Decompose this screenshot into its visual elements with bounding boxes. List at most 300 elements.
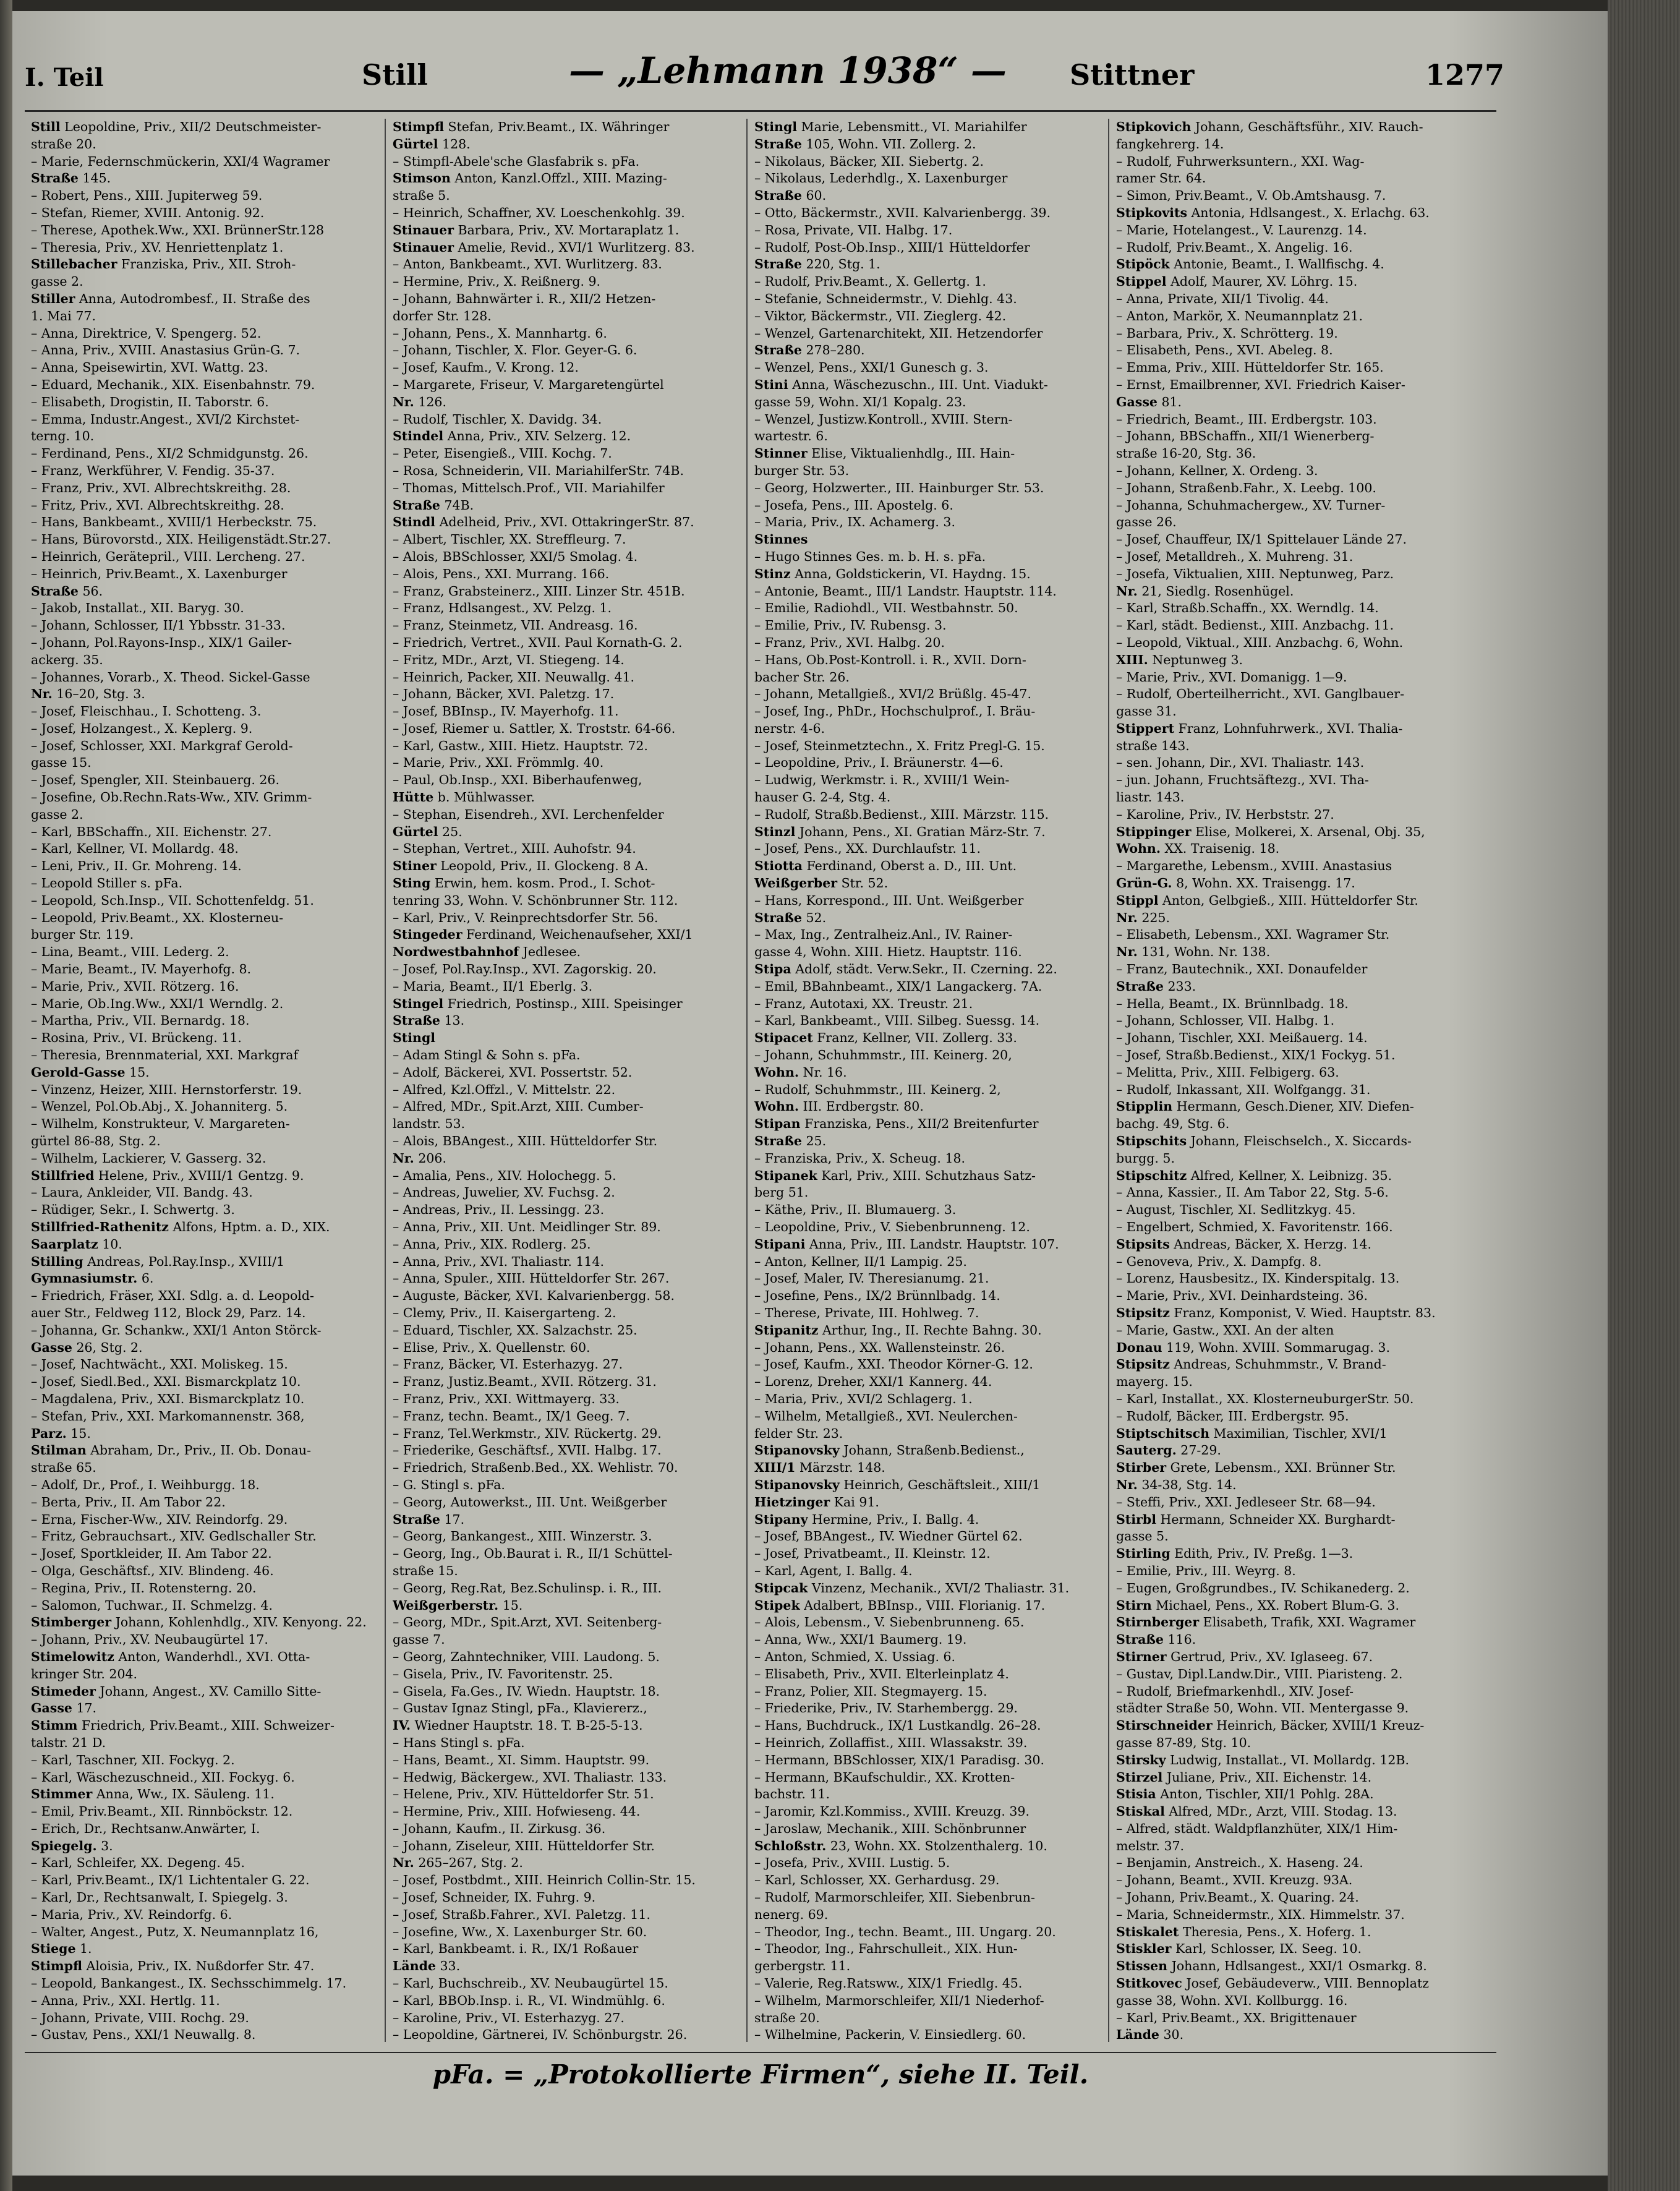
directory-entry: – Josefine, Ob.Rechn.Rats-Ww., XIV. Grimm- (31, 790, 312, 805)
directory-entry: Wohn. XX. Traisenig. 18. (1116, 841, 1280, 856)
directory-entry: – Rudolf, Bäcker, III. Erdbergstr. 95. (1116, 1408, 1349, 1424)
directory-entry: – Johann, Private, VIII. Rochg. 29. (31, 2010, 249, 2025)
directory-entry: – Josefine, Pens., IX/2 Brünnlbadg. 14. (754, 1288, 1000, 1304)
directory-entry: – Fritz, Priv., XVI. Albrechtskreithg. 28. (31, 497, 284, 513)
directory-entry: Straße 233. (1116, 978, 1196, 994)
directory-entry: – Leopold, Viktual., XIII. Anzbachg. 6, Wohn. (1116, 634, 1404, 650)
directory-entry: – Josef, Pol.Ray.Insp., XVI. Zagorskig. 20. (393, 962, 657, 977)
directory-entry: Wohn. III. Erdbergstr. 80. (754, 1099, 924, 1114)
directory-entry: – Vinzenz, Heizer, XIII. Hernstorferstr. 19. (31, 1082, 302, 1097)
directory-entry: – Josef, Spengler, XII. Steinbauerg. 26. (31, 772, 279, 788)
directory-entry: – Leopold Stiller s. pFa. (31, 876, 183, 891)
directory-entry: – Anton, Markör, X. Neumannplatz 21. (1116, 308, 1363, 323)
directory-entry: – Maria, Priv., XV. Reindorfg. 6. (31, 1907, 232, 1922)
directory-entry: – Heinrich, Priv.Beamt., X. Laxenburger (31, 566, 288, 581)
directory-entry: – Anna, Priv., XVI. Thaliastr. 114. (393, 1254, 605, 1269)
directory-entry: – Karl, städt. Bedienst., XIII. Anzbachg. 11. (1116, 618, 1394, 633)
directory-entry: – Josef, Riemer u. Sattler, X. Troststr. 64-66. (393, 720, 676, 736)
directory-entry: – Anna, Priv., XXI. Hertlg. 11. (31, 1992, 220, 2008)
directory-entry: – Berta, Priv., II. Am Tabor 22. (31, 1494, 226, 1510)
directory-entry: – Theresia, Brennmaterial, XXI. Markgraf (31, 1048, 299, 1063)
directory-entry: bacher Str. 26. (754, 669, 850, 685)
directory-entry: – Ernst, Emailbrenner, XVI. Friedrich Kaiser- (1116, 377, 1405, 392)
directory-entry: – Hermann, BKaufschuldir., XX. Krotten- (754, 1769, 1015, 1785)
directory-entry: – Johann, Kaufm., II. Zirkusg. 36. (393, 1821, 606, 1836)
directory-entry: – Rudolf, Briefmarkenhdl., XIV. Josef- (1116, 1683, 1354, 1699)
directory-entry: burger Str. 53. (754, 463, 850, 478)
directory-entry: – Adolf, Dr., Prof., I. Weihburgg. 18. (31, 1477, 260, 1492)
directory-entry: – Anna, Speisewirtin, XVI. Wattg. 23. (31, 360, 268, 375)
directory-entry: wartestr. 6. (754, 429, 828, 444)
directory-entry: – Johann, Pens., XX. Wallensteinstr. 26. (754, 1339, 1005, 1355)
directory-entry: – Rudolf, Fuhrwerksuntern., XXI. Wag- (1116, 153, 1365, 169)
directory-entry: – Josef, Chauffeur, IX/1 Spittelauer Lände 27. (1116, 532, 1407, 547)
directory-entry: – Johanna, Schuhmachergew., XV. Turner- (1116, 497, 1386, 513)
directory-entry: Stingl (393, 1030, 436, 1046)
directory-entry: – Leopold, Sch.Insp., VII. Schottenfeldg. 51. (31, 892, 314, 908)
directory-entry: Stipany Hermine, Priv., I. Ballg. 4. (754, 1511, 979, 1527)
directory-entry: Stipplin Hermann, Gesch.Diener, XIV. Diefen- (1116, 1099, 1414, 1114)
directory-entry: Lände 30. (1116, 2027, 1184, 2042)
directory-entry: Stirnberger Elisabeth, Trafik, XXI. Wagramer (1116, 1615, 1416, 1630)
directory-entry: – Friedrich, Beamt., III. Erdbergstr. 103. (1116, 411, 1377, 427)
column-divider (385, 119, 386, 2042)
directory-entry: – Johann, Schuhmmstr., III. Keinerg. 20, (754, 1048, 1012, 1063)
directory-entry: – Josefa, Viktualien, XIII. Neptunweg, Parz. (1116, 566, 1394, 581)
directory-entry: Stirzel Juliane, Priv., XII. Eichenstr. 14. (1116, 1769, 1372, 1785)
directory-entry: – Johann, Pens., X. Mannhartg. 6. (393, 325, 607, 341)
directory-entry: gasse 5. (1116, 1529, 1169, 1544)
directory-entry: – Gustav Ignaz Stingl, pFa., Klaviererz., (393, 1701, 647, 1716)
directory-entry: – Martha, Priv., VII. Bernardg. 18. (31, 1013, 250, 1028)
directory-entry: mayerg. 15. (1116, 1374, 1193, 1390)
directory-entry: Saarplatz 10. (31, 1236, 122, 1252)
directory-entry: – Marie, Priv., XVI. Domanigg. 1—9. (1116, 669, 1347, 685)
directory-entry: Nr. 225. (1116, 910, 1170, 925)
directory-entry: – Georg, Autowerkst., III. Unt. Weißgerber (393, 1494, 667, 1510)
directory-entry: Stillfried-Rathenitz Alfons, Hptm. a. D., XIX. (31, 1219, 330, 1234)
directory-entry: – Franz, Bäcker, VI. Esterhazyg. 27. (393, 1357, 623, 1372)
directory-entry: – Karl, Agent, I. Ballg. 4. (754, 1563, 913, 1578)
directory-entry: – Karl, Priv.Beamt., IX/1 Lichtentaler G. 22. (31, 1873, 310, 1888)
directory-entry: nerstr. 4-6. (754, 720, 825, 736)
directory-entry: – Magdalena, Priv., XXI. Bismarckplatz 10. (31, 1391, 305, 1406)
directory-entry: – Rudolf, Inkassant, XII. Wolfgangg. 31. (1116, 1082, 1371, 1097)
directory-entry: – Friedrich, Fräser, XXI. Sdlg. a. d. Leopold- (31, 1288, 314, 1304)
directory-entry: Stipkovits Antonia, Hdlsangest., X. Erlachg. 63. (1116, 205, 1430, 220)
directory-entry: – Melitta, Priv., XIII. Felbigerg. 63. (1116, 1064, 1339, 1080)
directory-entry: Stirschneider Heinrich, Bäcker, XVIII/1 Kreuz- (1116, 1718, 1425, 1733)
directory-entry: – Johann, Bahnwärter i. R., XII/2 Hetzen- (393, 291, 656, 306)
directory-entry: – Georg, Holzwerter., III. Hainburger Str. 53. (754, 480, 1044, 495)
directory-entry: städter Straße 50, Wohn. VII. Mentergasse 9. (1116, 1701, 1409, 1716)
directory-entry: Stipek Adalbert, BBInsp., VIII. Florianig. 17. (754, 1597, 1046, 1613)
directory-entry: – Georg, Bankangest., XIII. Winzerstr. 3. (393, 1529, 652, 1544)
directory-entry: – Adolf, Bäckerei, XVI. Possertstr. 52. (393, 1064, 633, 1080)
directory-entry: straße 5. (393, 188, 450, 203)
directory-entry: – Rudolf, Schuhmmstr., III. Keinerg. 2, (754, 1082, 1001, 1097)
directory-entry: gasse 38, Wohn. XVI. Kollburgg. 16. (1116, 1992, 1348, 2008)
directory-entry: – Karl, Priv., V. Reinprechtsdorfer Str. 56. (393, 910, 659, 925)
directory-entry: Stinnes (754, 532, 808, 547)
directory-entry: – Rüdiger, Sekr., I. Schwertg. 3. (31, 1202, 235, 1218)
directory-entry: Stiskler Karl, Schlosser, IX. Seeg. 10. (1116, 1941, 1362, 1957)
directory-entry: – Maria, Beamt., II/1 Eberlg. 3. (393, 978, 593, 994)
directory-entry: – Barbara, Priv., X. Schrötterg. 19. (1116, 325, 1338, 341)
directory-entry: – Engelbert, Schmied, X. Favoritenstr. 166. (1116, 1219, 1393, 1234)
column-3 (754, 119, 1101, 2042)
directory-entry: – Franz, Bautechnik., XXI. Donaufelder (1116, 962, 1368, 977)
directory-entry: – Franz, Grabsteinerz., XIII. Linzer Str. 451B. (393, 583, 685, 599)
directory-entry: – Josef, Holzangest., X. Keplerg. 9. (31, 720, 253, 736)
directory-entry: – Josef, Nachtwächt., XXI. Moliskeg. 15. (31, 1357, 288, 1372)
directory-entry: – Heinrich, Zollaffist., XIII. Wlassakstr. 39. (754, 1735, 1028, 1750)
directory-entry: Stiptschitsch Maximilian, Tischler, XVI/1 (1116, 1425, 1388, 1441)
directory-entry: melstr. 37. (1116, 1838, 1185, 1853)
directory-entry: – Karl, Taschner, XII. Fockyg. 2. (31, 1752, 235, 1767)
directory-entry: – Anton, Kellner, II/1 Lampig. 25. (754, 1254, 967, 1269)
directory-entry: – Karl, Installat., XX. KlosterneuburgerStr. 50. (1116, 1391, 1414, 1406)
header-rule (25, 110, 1496, 112)
directory-entry: – Marie, Priv., XVII. Rötzerg. 16. (31, 978, 239, 994)
page-header (25, 49, 1505, 105)
directory-entry: – Karoline, Priv., IV. Herbststr. 27. (1116, 806, 1334, 822)
directory-entry: Stini Anna, Wäschezuschn., III. Unt. Viadukt- (754, 377, 1048, 392)
directory-entry: – Josef, Metalldreh., X. Muhreng. 31. (1116, 549, 1354, 564)
directory-entry: Stipacet Franz, Kellner, VII. Zollerg. 33. (754, 1030, 1017, 1046)
directory-entry: – Josef, Postbdmt., XIII. Heinrich Collin-Str. 15. (393, 1873, 696, 1888)
directory-entry: – Hermann, BBSchlosser, XIX/1 Paradisg. 30. (754, 1752, 1045, 1767)
directory-entry: Nr. 16–20, Stg. 3. (31, 686, 145, 702)
directory-entry: kringer Str. 204. (31, 1666, 138, 1681)
directory-entry: – Karl, Schleifer, XX. Degeng. 45. (31, 1855, 245, 1871)
directory-entry: Stillebacher Franziska, Priv., XII. Stroh- (31, 257, 296, 272)
directory-entry: terng. 10. (31, 429, 95, 444)
directory-entry: – August, Tischler, XI. Sedlitzkyg. 45. (1116, 1202, 1356, 1218)
directory-entry: Stindel Anna, Priv., XIV. Selzerg. 12. (393, 429, 631, 444)
directory-entry: – Hans, Buchdruck., IX/1 Lustkandlg. 26–28. (754, 1718, 1041, 1733)
directory-entry: 1. Mai 77. (31, 308, 96, 323)
directory-entry: – Ferdinand, Pens., XI/2 Schmidgunstg. 26. (31, 446, 309, 461)
directory-entry: Straße 220, Stg. 1. (754, 257, 881, 272)
directory-entry: – Josef, BBInsp., IV. Mayerhofg. 11. (393, 704, 619, 719)
directory-entry: – Elisabeth, Priv., XVII. Elterleinplatz 4. (754, 1666, 1009, 1681)
directory-entry: – Anna, Direktrice, V. Spengerg. 52. (31, 325, 262, 341)
directory-entry: Straße 13. (393, 1013, 465, 1028)
directory-entry: – Theodor, Ing., techn. Beamt., III. Ungarg. 20. (754, 1924, 1056, 1939)
directory-entry: – Lorenz, Hausbesitz., IX. Kinderspitalg. 13. (1116, 1271, 1400, 1286)
directory-entry: Gasse 17. (31, 1701, 97, 1716)
directory-entry: – Johann, Beamt., XVII. Kreuzg. 93A. (1116, 1873, 1353, 1888)
directory-entry: – Anton, Bankbeamt., XVI. Wurlitzerg. 83. (393, 257, 662, 272)
directory-entry: – Amalia, Pens., XIV. Holochegg. 5. (393, 1168, 616, 1183)
directory-entry: Stipanek Karl, Priv., XIII. Schutzhaus Satz- (754, 1168, 1036, 1183)
directory-entry: – Wenzel, Pens., XXI/1 Gunesch g. 3. (754, 360, 989, 375)
directory-entry: Stipsits Andreas, Bäcker, X. Herzg. 14. (1116, 1236, 1371, 1252)
directory-entry: – Franz, Priv., XVI. Halbg. 20. (754, 634, 945, 650)
directory-entry: – Josef, Siedl.Bed., XXI. Bismarckplatz 10. (31, 1374, 301, 1390)
directory-entry: – Stephan, Eisendreh., XVI. Lerchenfelder (393, 806, 664, 822)
directory-entry: Stipschits Johann, Fleischselch., X. Siccards- (1116, 1134, 1412, 1149)
directory-entry: – sen. Johann, Dir., XVI. Thaliastr. 143. (1116, 755, 1365, 771)
directory-entry: Lände 33. (393, 1958, 461, 1974)
directory-entry: – Georg, Ing., Ob.Baurat i. R., II/1 Schüttel- (393, 1546, 673, 1561)
directory-entry: – Genoveva, Priv., X. Dampfg. 8. (1116, 1254, 1322, 1269)
directory-entry: Straße 56. (31, 583, 103, 599)
directory-entry: Gasse 26, Stg. 2. (31, 1339, 143, 1355)
directory-entry: – Johann, Tischler, XXI. Meißauerg. 14. (1116, 1030, 1368, 1046)
directory-entry: – Andreas, Priv., II. Lessingg. 23. (393, 1202, 605, 1218)
column-divider (1108, 119, 1109, 2042)
directory-entry: Straße 25. (754, 1134, 827, 1149)
directory-entry: Stippl Anton, Gelbgieß., XIII. Hütteldorfer Str. (1116, 892, 1418, 908)
directory-entry: – Ludwig, Werkmstr. i. R., XVIII/1 Wein- (754, 772, 1010, 788)
directory-entry: – Clemy, Priv., II. Kaisergarteng. 2. (393, 1305, 616, 1320)
directory-entry: – Wilhelm, Metallgieß., XVI. Neulerchen- (754, 1408, 1018, 1424)
directory-entry: – Anna, Private, XII/1 Tivolig. 44. (1116, 291, 1329, 306)
directory-entry: Stimberger Johann, Kohlenhdlg., XIV. Kenyong. 22. (31, 1615, 367, 1630)
directory-entry: – Elisabeth, Pens., XVI. Abeleg. 8. (1116, 343, 1333, 358)
directory-entry: – Max, Ing., Zentralheiz.Anl., IV. Rainer- (754, 927, 1013, 942)
directory-entry: straße 143. (1116, 738, 1190, 753)
directory-entry: – Rosa, Schneiderin, VII. MariahilferStr. 74B. (393, 463, 684, 478)
directory-entry: – Fritz, Gebrauchsart., XIV. Gedlschaller Str. (31, 1529, 317, 1544)
directory-entry: Stingeder Ferdinand, Weichenaufseher, XXI/1 (393, 927, 693, 942)
directory-entry: – Josef, Maler, IV. Theresianumg. 21. (754, 1271, 989, 1286)
directory-entry: – Anna, Spuler., XIII. Hütteldorfer Str. 267. (393, 1271, 670, 1286)
directory-entry: – Georg, Zahntechniker, VIII. Laudong. 5. (393, 1649, 660, 1664)
directory-entry: burgg. 5. (1116, 1150, 1175, 1166)
directory-entry: – Albert, Tischler, XX. Streffleurg. 7. (393, 532, 626, 547)
directory-entry: – Rudolf, Straßb.Bedienst., XIII. Märzstr. 115. (754, 806, 1049, 822)
directory-entry: Donau 119, Wohn. XVIII. Sommarugag. 3. (1116, 1339, 1390, 1355)
footnote: pFa. = „Protokollierte Firmen“, siehe II. Teil. (432, 2059, 1089, 2090)
directory-entry: – Rudolf, Post-Ob.Insp., XIII/1 Hütteldorfer (754, 239, 1030, 255)
directory-entry: – Franz, Autotaxi, XX. Treustr. 21. (754, 996, 973, 1011)
directory-entry: Schloßstr. 23, Wohn. XX. Stolzenthalerg. 10. (754, 1838, 1047, 1853)
directory-entry: – Karl, Priv.Beamt., XX. Brigittenauer (1116, 2010, 1357, 2025)
directory-entry: – Emil, BBahnbeamt., XIX/1 Langackerg. 7A. (754, 978, 1043, 994)
directory-entry: – Elisabeth, Lebensm., XXI. Wagramer Str. (1116, 927, 1390, 942)
directory-entry: – Margarethe, Lebensm., XVIII. Anastasius (1116, 858, 1392, 874)
directory-entry: Stingl Marie, Lebensmitt., VI. Mariahilfer (754, 119, 1027, 134)
directory-entry: berg 51. (754, 1185, 809, 1200)
directory-entry: Stimmer Anna, Ww., IX. Säuleng. 11. (31, 1787, 275, 1802)
directory-title: — „Lehmann 1938“ — (569, 49, 1007, 92)
directory-entry: Stipöck Antonie, Beamt., I. Wallfischg. 4. (1116, 257, 1384, 272)
directory-entry: – Alois, BBSchlosser, XXI/5 Smolag. 4. (393, 549, 638, 564)
directory-entry: – Leopold, Priv.Beamt., XX. Klosterneu- (31, 910, 284, 925)
directory-entry: – Theodor, Ing., Fahrschulleit., XIX. Hun- (754, 1941, 1018, 1957)
directory-entry: Wohn. Nr. 16. (754, 1064, 847, 1080)
directory-entry: – Franz, Steinmetz, VII. Andreasg. 16. (393, 618, 638, 633)
directory-entry: gerbergstr. 11. (754, 1958, 851, 1974)
directory-entry: Straße 17. (393, 1511, 465, 1527)
directory-entry: Stissen Johann, Hdlsangest., XXI/1 Osmarkg. 8. (1116, 1958, 1427, 1974)
directory-entry: Stimelowitz Anton, Wanderhdl., XVI. Otta- (31, 1649, 310, 1664)
directory-entry: – Hedwig, Bäckergew., XVI. Thaliastr. 133. (393, 1769, 667, 1785)
directory-entry: felder Str. 23. (754, 1425, 843, 1441)
directory-entry: Weißgerber Str. 52. (754, 876, 889, 891)
page-number: 1277 (1425, 58, 1505, 92)
directory-entry: – Georg, Reg.Rat, Bez.Schulinsp. i. R., III. (393, 1580, 662, 1595)
directory-entry: bachg. 49, Stg. 6. (1116, 1116, 1230, 1132)
directory-entry: – Friedrich, Straßenb.Bed., XX. Wehlistr. 70. (393, 1460, 678, 1476)
directory-entry: ramer Str. 64. (1116, 171, 1206, 186)
directory-entry: – Marie, Federnschmückerin, XXI/4 Wagramer (31, 153, 330, 169)
directory-entry: Nordwestbahnhof Jedlesee. (393, 944, 581, 960)
directory-entry: Gürtel 25. (393, 824, 463, 839)
directory-entry: straße 15. (393, 1563, 458, 1578)
directory-entry: – Josef, Fleischhau., I. Schotteng. 3. (31, 704, 262, 719)
directory-entry: Stinzl Johann, Pens., XI. Gratian März-Str. 7. (754, 824, 1046, 839)
directory-entry: – Rosina, Priv., VI. Brückeng. 11. (31, 1030, 242, 1046)
directory-entry: straße 20. (31, 136, 96, 152)
directory-entry: ackerg. 35. (31, 652, 103, 667)
directory-entry: – Karl, BBOb.Insp. i. R., VI. Windmühlg. 6. (393, 1992, 665, 2008)
directory-entry: – Nikolaus, Bäcker, XII. Siebertg. 2. (754, 153, 984, 169)
directory-entry: – Maria, Priv., XVI/2 Schlagerg. 1. (754, 1391, 973, 1406)
directory-entry: – Franz, Hdlsangest., XV. Pelzg. 1. (393, 600, 612, 616)
directory-entry: – Stefan, Priv., XXI. Markomannenstr. 368, (31, 1408, 305, 1424)
directory-entry: – Eduard, Tischler, XX. Salzachstr. 25. (393, 1322, 637, 1338)
directory-entry: – Nikolaus, Lederhdlg., X. Laxenburger (754, 171, 1008, 186)
directory-entry: – Karl, Dr., Rechtsanwalt, I. Spiegelg. 3. (31, 1890, 288, 1905)
directory-entry: Stipa Adolf, städt. Verw.Sekr., II. Czerning. 22. (754, 962, 1057, 977)
column-2 (393, 119, 739, 2042)
directory-entry: – Laura, Ankleider, VII. Bandg. 43. (31, 1185, 253, 1200)
directory-entry: – Franz, Priv., XXI. Wittmayerg. 33. (393, 1391, 620, 1406)
directory-entry: – Marie, Priv., XXI. Frömmlg. 40. (393, 755, 604, 771)
directory-entry: – Emma, Industr.Angest., XVI/2 Kirchstet- (31, 411, 300, 427)
directory-entry: Hütte b. Mühlwasser. (393, 790, 535, 805)
directory-entry: Straße 105, Wohn. VII. Zollerg. 2. (754, 136, 976, 152)
directory-entry: – Friedrich, Vertret., XVII. Paul Kornath-G. 2. (393, 634, 683, 650)
directory-entry: Stipan Franziska, Pens., XII/2 Breitenfurter (754, 1116, 1039, 1132)
directory-entry: – Johannes, Vorarb., X. Theod. Sickel-Gasse (31, 669, 310, 685)
directory-entry: Stipschitz Alfred, Kellner, X. Leibnizg. 35. (1116, 1168, 1392, 1183)
directory-entry: – Robert, Pens., XIII. Jupiterweg 59. (31, 188, 263, 203)
directory-entry: – Gustav, Dipl.Landw.Dir., VIII. Piaristeng. 2. (1116, 1666, 1403, 1681)
directory-entry: – Wenzel, Pol.Ob.Abj., X. Johanniterg. 5. (31, 1099, 288, 1114)
directory-entry: – Margarete, Friseur, V. Margaretengürtel (393, 377, 664, 392)
directory-entry: – Karl, Kellner, VI. Mollardg. 48. (31, 841, 239, 856)
directory-entry: landstr. 53. (393, 1116, 466, 1132)
directory-entry: Stinz Anna, Goldstickerin, VI. Haydng. 15. (754, 566, 1031, 581)
directory-entry: – Josef, Ing., PhDr., Hochschulprof., I. Bräu- (754, 704, 1036, 719)
directory-entry: – Johanna, Gr. Schankw., XXI/1 Anton Störck- (31, 1322, 322, 1338)
directory-entry: – Gustav, Pens., XXI/1 Neuwallg. 8. (31, 2027, 256, 2042)
directory-entry: – Peter, Eisengieß., VIII. Kochg. 7. (393, 446, 612, 461)
directory-entry: – Eugen, Großgrundbes., IV. Schikanederg. 2. (1116, 1580, 1410, 1595)
directory-entry: – Paul, Ob.Insp., XXI. Biberhaufenweg, (393, 772, 642, 788)
directory-entry: – Gisela, Fa.Ges., IV. Wiedn. Hauptstr. 18. (393, 1683, 660, 1699)
directory-entry: nenerg. 69. (754, 1907, 829, 1922)
directory-entry: – Franz, techn. Beamt., IX/1 Geeg. 7. (393, 1408, 630, 1424)
directory-entry: Stinner Elise, Viktualienhdlg., III. Hain- (754, 446, 1015, 461)
directory-entry: – Maria, Priv., IX. Achamerg. 3. (754, 515, 955, 530)
directory-entry: – Marie, Ob.Ing.Ww., XXI/1 Werndlg. 2. (31, 996, 284, 1011)
directory-entry: – Rudolf, Oberteilherricht., XVI. Ganglbauer- (1116, 686, 1405, 702)
directory-entry: straße 20. (754, 2010, 820, 2025)
directory-entry: – Wenzel, Justizw.Kontroll., XVIII. Stern- (754, 411, 1013, 427)
directory-entry: – Franz, Justiz.Beamt., XVII. Rötzerg. 31. (393, 1374, 657, 1390)
directory-entry: – Johann, Straßenb.Fahr., X. Leebg. 100. (1116, 480, 1376, 495)
directory-entry: Stiller Anna, Autodrombesf., II. Straße des (31, 291, 310, 306)
book-spine (0, 0, 12, 2191)
directory-entry: – Maria, Schneidermstr., XIX. Himmelstr. 37. (1116, 1907, 1405, 1922)
directory-entry: Stilling Andreas, Pol.Ray.Insp., XVIII/1 (31, 1254, 285, 1269)
directory-entry: – Helene, Priv., XIV. Hütteldorfer Str. 51. (393, 1787, 654, 1802)
directory-entry: – Hermine, Priv., XIII. Hofwieseng. 44. (393, 1804, 641, 1819)
directory-entry: gürtel 86-88, Stg. 2. (31, 1134, 161, 1149)
directory-entry: hauser G. 2-4, Stg. 4. (754, 790, 891, 805)
directory-entry: – Fritz, MDr., Arzt, VI. Stiegeng. 14. (393, 652, 625, 667)
directory-entry: – Rudolf, Priv.Beamt., X. Angelig. 16. (1116, 239, 1353, 255)
directory-entry: Grün-G. 8, Wohn. XX. Traisengg. 17. (1116, 876, 1355, 891)
directory-entry: – Jaroslaw, Mechanik., XIII. Schönbrunner (754, 1821, 1026, 1836)
directory-entry: Nr. 126. (393, 394, 446, 409)
directory-entry: Parz. 15. (31, 1425, 91, 1441)
directory-entry: gasse 4, Wohn. XIII. Hietz. Hauptstr. 116. (754, 944, 1022, 960)
directory-entry: talstr. 21 D. (31, 1735, 106, 1750)
directory-entry: – Lorenz, Dreher, XXI/1 Kannerg. 44. (754, 1374, 992, 1390)
directory-entry: – Josefine, Ww., X. Laxenburger Str. 60. (393, 1924, 647, 1939)
directory-entry: straße 65. (31, 1460, 96, 1476)
directory-entry: – Emil, Priv.Beamt., XII. Rinnböckstr. 12. (31, 1804, 293, 1819)
directory-entry: Nr. 206. (393, 1150, 446, 1166)
directory-entry: – Gisela, Priv., IV. Favoritenstr. 25. (393, 1666, 613, 1681)
directory-entry: – Hermine, Priv., X. Reißnerg. 9. (393, 274, 601, 289)
directory-entry: Stirbl Hermann, Schneider XX. Burghardt- (1116, 1511, 1396, 1527)
directory-entry: – Johann, Metallgieß., XVI/2 Brüßlg. 45-47. (754, 686, 1031, 702)
directory-entry: dorfer Str. 128. (393, 308, 492, 323)
directory-entry: – Franz, Polier, XII. Stegmayerg. 15. (754, 1683, 987, 1699)
directory-entry: – Emma, Priv., XIII. Hütteldorfer Str. 165. (1116, 360, 1384, 375)
directory-entry: – Anna, Priv., XIX. Rodlerg. 25. (393, 1236, 591, 1252)
directory-entry: Gymnasiumstr. 6. (31, 1271, 154, 1286)
last-keyword: Stittner (1070, 58, 1195, 92)
directory-entry: Stiege 1. (31, 1941, 92, 1957)
directory-entry: Hietzinger Kai 91. (754, 1494, 879, 1510)
directory-entry: – jun. Johann, Fruchtsäftezg., XVI. Tha- (1116, 772, 1369, 788)
directory-entry: – Karl, Bankbeamt. i. R., IX/1 Roßauer (393, 1941, 639, 1957)
directory-entry: – Wilhelm, Konstrukteur, V. Margareten- (31, 1116, 290, 1132)
directory-entry: Stirsky Ludwig, Installat., VI. Mollardg. 12B. (1116, 1752, 1409, 1767)
directory-entry: – G. Stingl s. pFa. (393, 1477, 505, 1492)
first-keyword: Still (362, 58, 428, 92)
directory-entry: – Jaromir, Kzl.Kommiss., XVIII. Kreuzg. 39. (754, 1804, 1030, 1819)
volume-part-label: I. Teil (25, 63, 104, 92)
directory-entry: – Alfred, städt. Waldpflanzhüter, XIX/1 Him- (1116, 1821, 1398, 1836)
directory-entry: – Anna, Kassier., II. Am Tabor 22, Stg. 5-6. (1116, 1185, 1389, 1200)
directory-entry: – Salomon, Tuchwar., II. Schmelzg. 4. (31, 1597, 273, 1613)
directory-entry: – Josef, Schlosser, XXI. Markgraf Gerold- (31, 738, 293, 753)
column-4 (1116, 119, 1462, 2042)
directory-entry: – Erich, Dr., Rechtsanw.Anwärter, I. (31, 1821, 260, 1836)
directory-entry: – Franz, Tel.Werkmstr., XIV. Rückertg. 29. (393, 1425, 662, 1441)
directory-entry: – Alois, Lebensm., V. Siebenbrunneng. 65. (754, 1615, 1025, 1630)
directory-entry: – Marie, Gastw., XXI. An der alten (1116, 1322, 1334, 1338)
directory-entry: – Johann, Schlosser, VII. Halbg. 1. (1116, 1013, 1335, 1028)
directory-entry: – Otto, Bäckermstr., XVII. Kalvarienbergg. 39. (754, 205, 1051, 220)
directory-entry: – Heinrich, Schaffner, XV. Loeschenkohlg. 39. (393, 205, 685, 220)
directory-entry: – Elisabeth, Drogistin, II. Taborstr. 6. (31, 394, 269, 409)
directory-entry: – Leopoldine, Gärtnerei, IV. Schönburgstr. 26. (393, 2027, 688, 2042)
directory-entry: Nr. 131, Wohn. Nr. 138. (1116, 944, 1271, 960)
directory-entry: Gasse 81. (1116, 394, 1182, 409)
directory-entry: Gerold-Gasse 15. (31, 1064, 150, 1080)
